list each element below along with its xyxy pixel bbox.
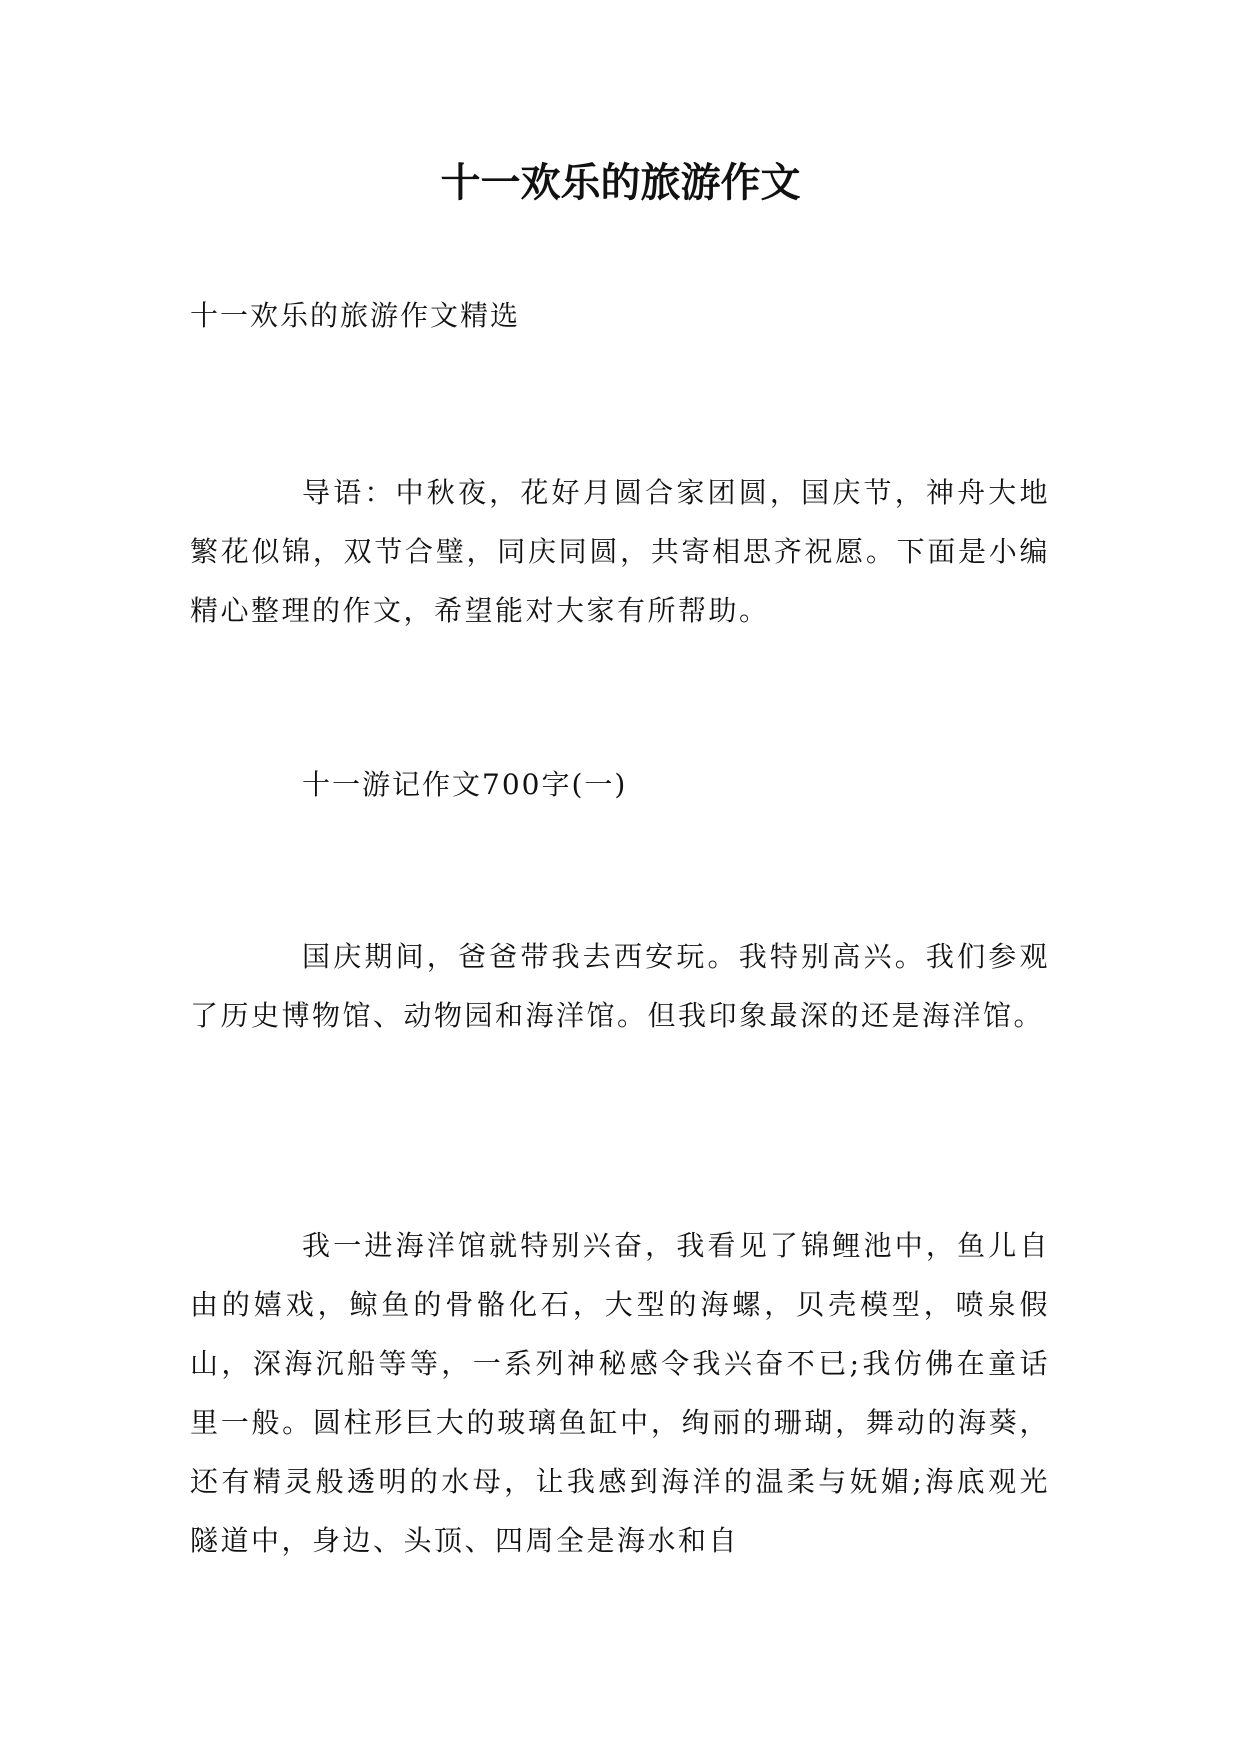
- document-subtitle: 十一欢乐的旅游作文精选: [190, 299, 521, 332]
- section-heading: 十一游记作文700字(一): [302, 768, 628, 801]
- document-title: 十一欢乐的旅游作文: [440, 159, 801, 206]
- body-paragraph-2: 我一进海洋馆就特别兴奋，我看见了锦鲤池中，鱼儿自由的嬉戏，鲸鱼的骨骼化石，大型的海螺，贝壳模型，喷泉假山，深海沉船等等，一系列神秘感令我兴奋不已;我仿佛在童话里一般。圆柱形巨大的玻璃鱼缸中，绚丽的珊瑚，舞动的海葵，还有精灵般透明的水母，让我感到海洋的温柔与妩媚;海底观光隧道中，身边、头顶、四周全是海水和自: [190, 1229, 1050, 1557]
- intro-paragraph: 导语：中秋夜，花好月圆合家团圆，国庆节，神舟大地繁花似锦，双节合璧，同庆同圆，共寄相思齐祝愿。下面是小编精心整理的作文，希望能对大家有所帮助。: [190, 476, 1050, 627]
- body-paragraph-1: 国庆期间，爸爸带我去西安玩。我特别高兴。我们参观了历史博物馆、动物园和海洋馆。但我印象最深的还是海洋馆。: [190, 940, 1050, 1032]
